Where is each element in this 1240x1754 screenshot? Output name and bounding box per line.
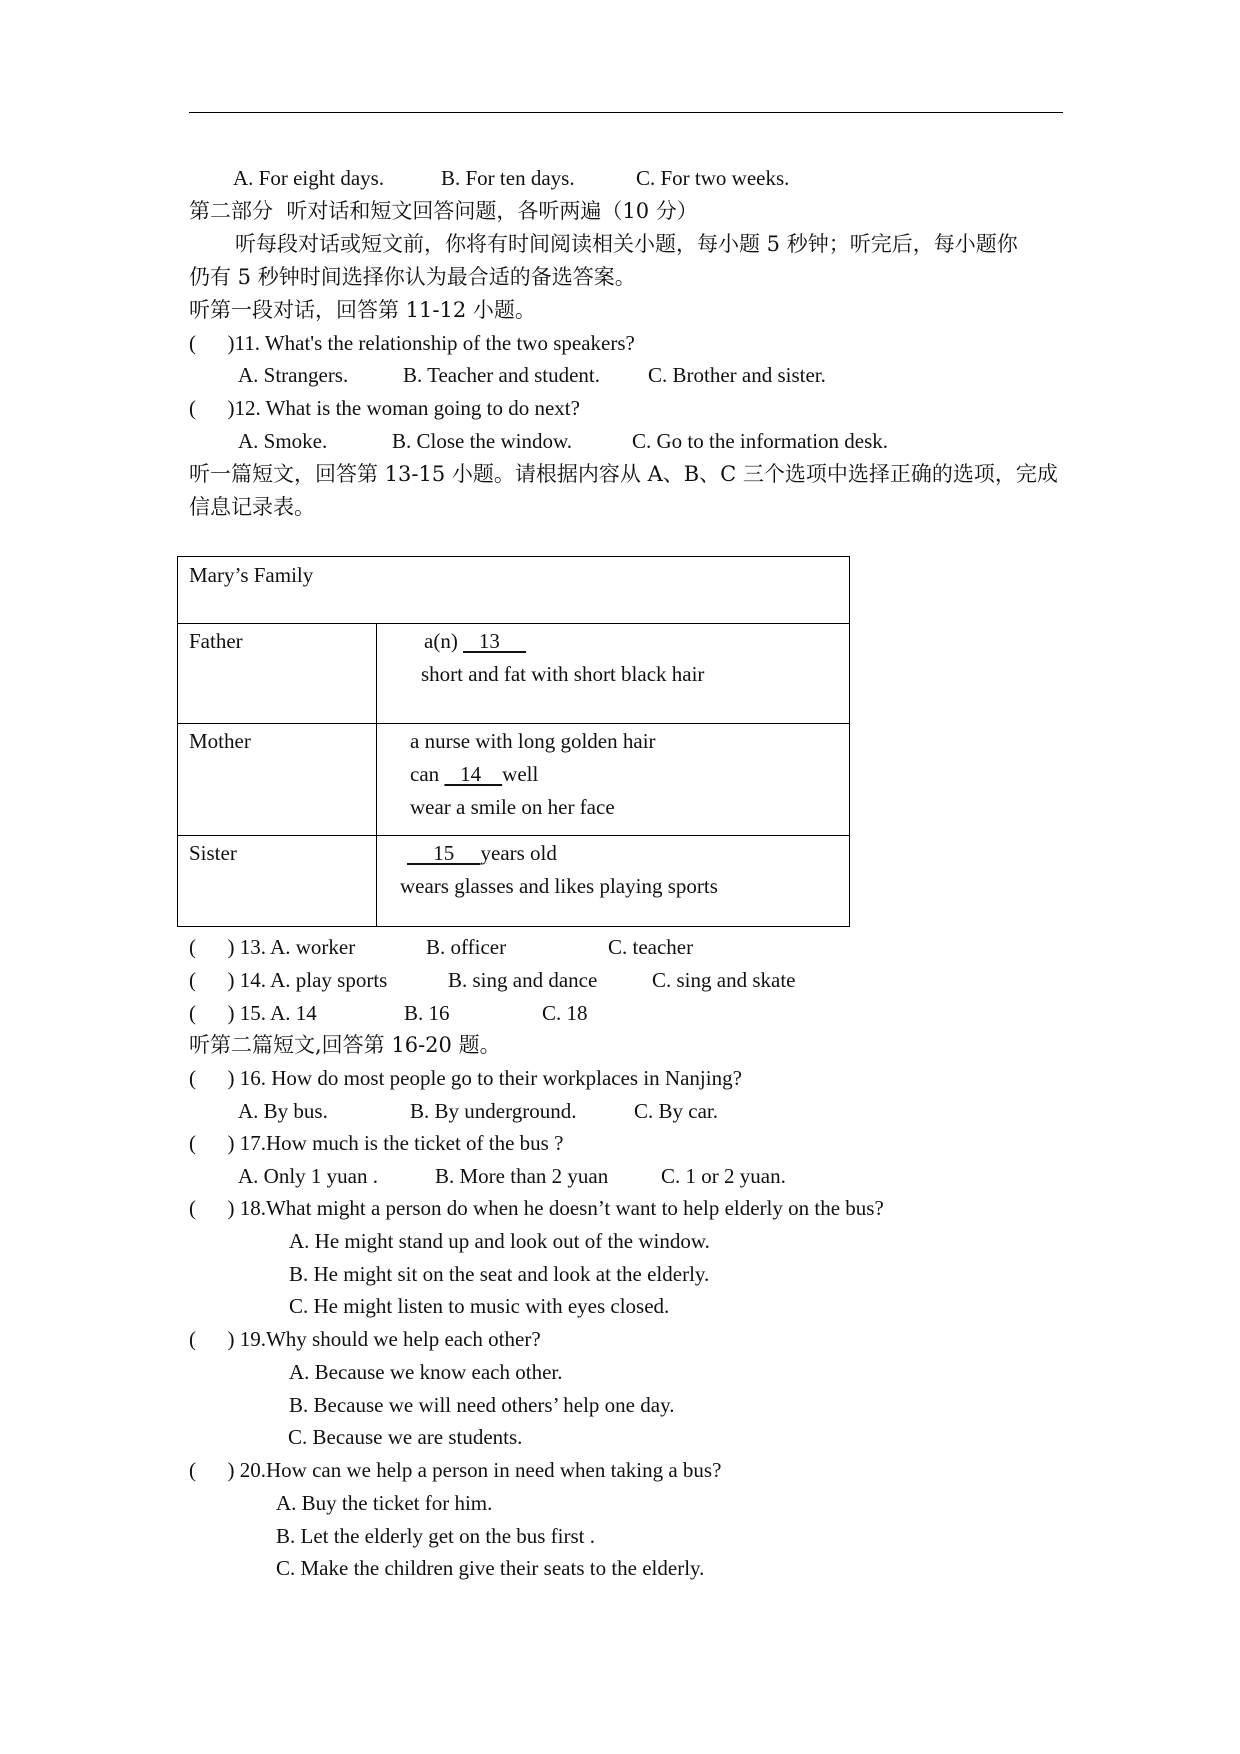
dialogue1-intro: 听第一段对话，回答第 11-12 小题。 (189, 298, 536, 322)
q15-stem: ( ) 15. A. 14 (189, 1001, 317, 1025)
q10-option-b: B. For ten days. (441, 166, 575, 190)
mother-line2 (410, 761, 538, 787)
q11-stem: ( )11. What's the relationship of the two speakers? (189, 331, 635, 355)
q16-option-c: C. By car. (634, 1099, 718, 1123)
q13-option-b: B. officer (426, 935, 507, 959)
q17-stem: ( ) 17.How much is the ticket of the bus ? (189, 1131, 564, 1155)
table-row-divider (178, 623, 849, 624)
table-row-divider (178, 835, 849, 836)
q18-option-c: C. He might listen to music with eyes closed. (289, 1294, 670, 1318)
mother-line1: a nurse with long golden hair (410, 729, 656, 753)
q10-option-a: A. For eight days. (233, 166, 385, 190)
father-prefix: a(n) (424, 629, 464, 653)
table-row-divider (178, 723, 849, 724)
q19-option-c: C. Because we are students. (288, 1425, 523, 1449)
q13-option-c: C. teacher (608, 935, 694, 959)
q14-option-c: C. sing and skate (652, 968, 796, 992)
q12-stem: ( )12. What is the woman going to do next? (189, 396, 580, 420)
marys-family-table (177, 556, 850, 927)
q20-option-b: B. Let the elderly get on the bus first . (276, 1524, 596, 1548)
table-column-divider (376, 623, 377, 926)
q20-stem: ( ) 20.How can we help a person in need when taking a bus? (189, 1458, 722, 1482)
mother-prefix: can (410, 762, 445, 786)
part2-heading: 第二部分 听对话和短文回答问题，各听两遍（10 分） (189, 199, 698, 223)
father-line1 (424, 628, 526, 654)
q14-stem: ( ) 14. A. play sports (189, 968, 388, 992)
q12-option-b: B. Close the window. (392, 429, 573, 453)
q16-option-a: A. By bus. (238, 1099, 328, 1123)
q19-option-b: B. Because we will need others’ help one day. (289, 1393, 675, 1417)
sister-label: Sister (189, 841, 237, 865)
q18-option-a: A. He might stand up and look out of the window. (289, 1229, 710, 1253)
q11-option-c: C. Brother and sister. (648, 363, 826, 387)
part2-instruction-line1: 听每段对话或短文前，你将有时间阅读相关小题，每小题 5 秒钟；听完后，每小题你 (235, 232, 1018, 256)
q20-option-c: C. Make the children give their seats to the elderly. (276, 1556, 705, 1580)
father-line2: short and fat with short black hair (421, 662, 705, 686)
sister-suffix: years old (480, 841, 557, 865)
q19-stem: ( ) 19.Why should we help each other? (189, 1327, 541, 1351)
header-rule (189, 112, 1063, 113)
sister-line2: wears glasses and likes playing sports (400, 874, 718, 898)
part2-instruction-line2: 仍有 5 秒钟时间选择你认为最合适的备选答案。 (189, 265, 636, 289)
q17-option-c: C. 1 or 2 yuan. (661, 1164, 786, 1188)
table-title: Mary’s Family (189, 563, 314, 587)
q20-option-a: A. Buy the ticket for him. (276, 1491, 493, 1515)
q18-stem: ( ) 18.What might a person do when he doesn’t want to help elderly on the bus? (189, 1196, 884, 1220)
passage1-intro-line1: 听一篇短文，回答第 13-15 小题。请根据内容从 A、B、C 三个选项中选择正确的选项，完成 (189, 462, 1058, 486)
father-label: Father (189, 629, 243, 653)
q12-option-a: A. Smoke. (238, 429, 328, 453)
q11-option-b: B. Teacher and student. (403, 363, 600, 387)
mother-label: Mother (189, 729, 251, 753)
blank-15: 15 (407, 841, 481, 865)
mother-line3: wear a smile on her face (410, 795, 615, 819)
sister-line1 (407, 840, 557, 866)
q17-option-b: B. More than 2 yuan (435, 1164, 609, 1188)
q15-option-b: B. 16 (404, 1001, 450, 1025)
q13-stem: ( ) 13. A. worker (189, 935, 356, 959)
q16-option-b: B. By underground. (410, 1099, 577, 1123)
mother-suffix: well (502, 762, 539, 786)
q12-option-c: C. Go to the information desk. (632, 429, 889, 453)
q14-option-b: B. sing and dance (448, 968, 598, 992)
q19-option-a: A. Because we know each other. (289, 1360, 563, 1384)
q10-option-c: C. For two weeks. (636, 166, 790, 190)
q17-option-a: A. Only 1 yuan . (238, 1164, 378, 1188)
blank-13: 13 (463, 629, 527, 653)
blank-14: 14 (444, 762, 503, 786)
q15-option-c: C. 18 (542, 1001, 588, 1025)
passage2-intro: 听第二篇短文,回答第 16-20 题。 (189, 1033, 501, 1057)
q18-option-b: B. He might sit on the seat and look at the elderly. (289, 1262, 710, 1286)
q11-option-a: A. Strangers. (238, 363, 349, 387)
passage1-intro-line2: 信息记录表。 (189, 495, 315, 519)
q16-stem: ( ) 16. How do most people go to their workplaces in Nanjing? (189, 1066, 742, 1090)
